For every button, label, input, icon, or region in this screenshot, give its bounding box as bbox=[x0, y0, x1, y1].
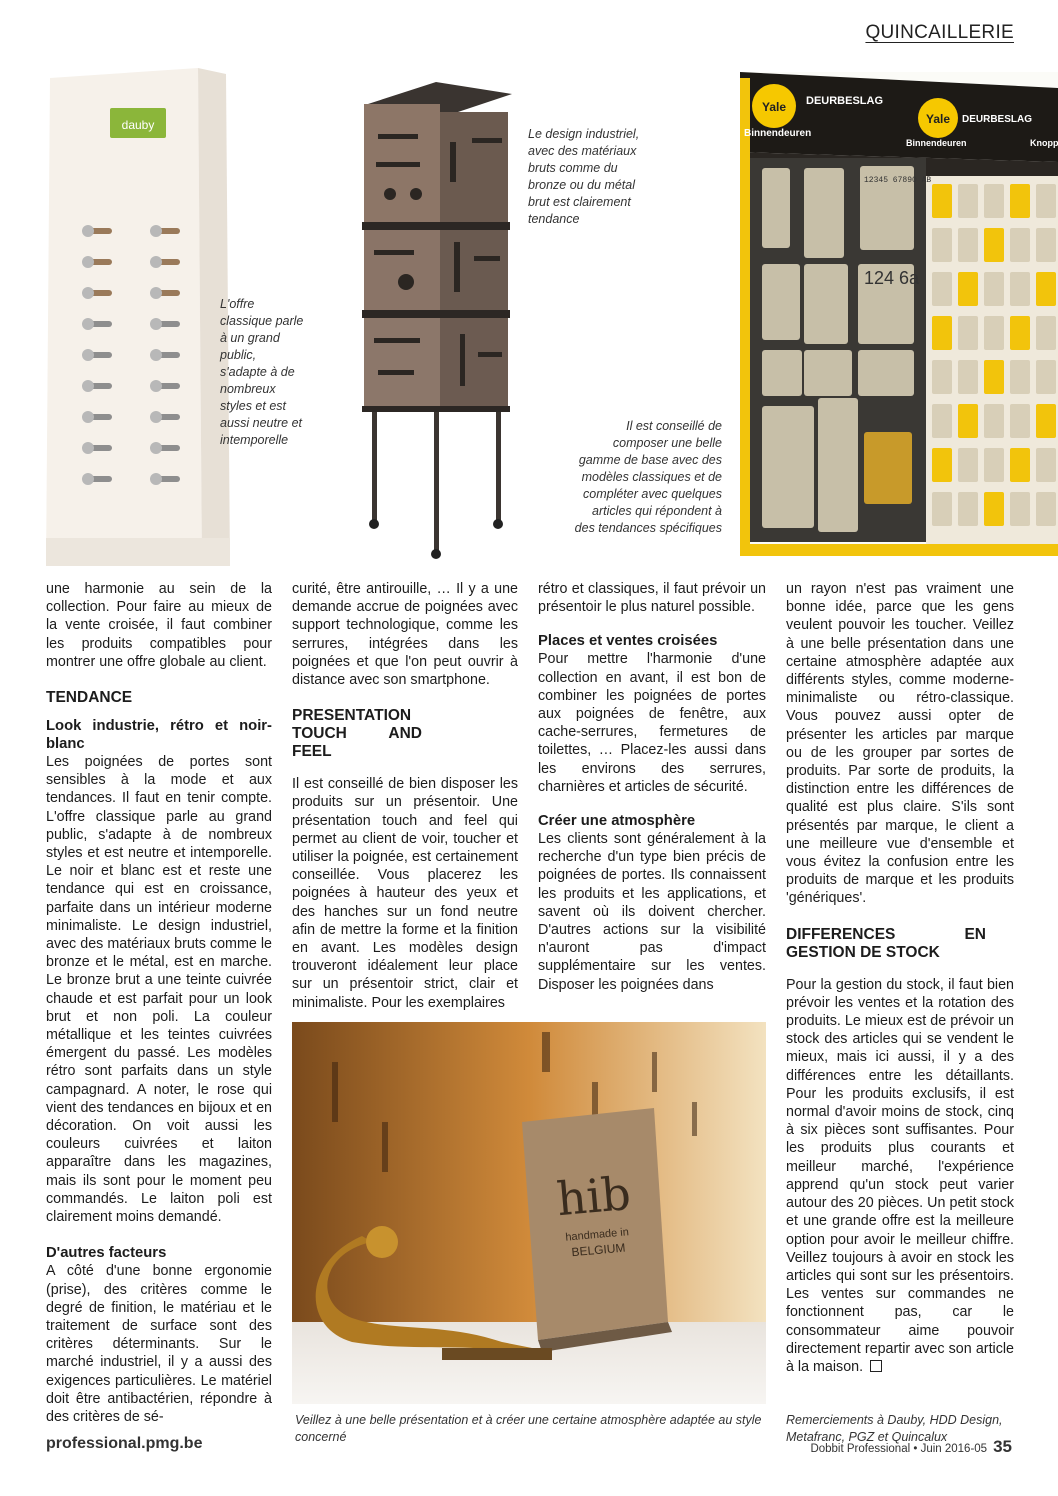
col2-paragraph-presentation: Il est conseillé de bien disposer les produits sur un présentoir. Une présentation touch and feel qui permet au client de voir, toucher et utiliser la poignée, est certainement conseillée. Vous placerez les poignées à hauteur des yeux et des hanches sur un fond neutre afin de mettre la forme et la finition en avant. Les modèles design trouveront idéalement leur place sur un présentoir strict, clair et minimaliste. Pour les exemplaires bbox=[292, 776, 518, 1011]
heading-atmosphere: Créer une atmosphère bbox=[538, 813, 696, 830]
yale-numbers-2: 124 6a bbox=[864, 268, 920, 288]
heading-presentation: PRESENTATION TOUCH AND FEEL bbox=[292, 707, 422, 761]
column-4 bbox=[786, 580, 1014, 1376]
caption-dauby: L'offre classique parle à un grand public, s'adapte à de nombreux styles et est aussi neutre et intemporelle bbox=[220, 297, 304, 447]
footer-website[interactable]: professional.pmg.be bbox=[46, 1435, 203, 1452]
yale-sign-deurbeslag-1: DEURBESLAG bbox=[806, 95, 884, 107]
caption-yale: Il est conseillé de composer une belle gamme de base avec des modèles classiques et de compléter avec quelques articles qui répondent à des tendances spécifiques bbox=[574, 419, 722, 535]
heading-look-industrie: Look industrie, rétro et noir-blanc bbox=[46, 718, 272, 753]
end-mark-icon bbox=[870, 1360, 882, 1372]
hib-tagline-2: BELGIUM bbox=[570, 1240, 626, 1260]
caption-thanks: Remerciements à Dauby, HDD Design, Metafranc, PGZ et Quincalux bbox=[786, 1413, 1003, 1444]
col3-paragraph-places: Pour mettre l'harmonie d'une collection en avant, il est bon de combiner les poignées de portes aux poignées de fenêtre, aux cache-serrures, fermetures de toilettes, … Placez-les aussi dans les environs des serrures, charnières et articles de sécurité. bbox=[538, 651, 766, 795]
heading-tendance: TENDANCE bbox=[46, 689, 133, 707]
heading-differences: DIFFERENCES EN GESTION DE STOCK bbox=[786, 925, 986, 961]
col4-paragraph-stock bbox=[786, 976, 1014, 1376]
col1-paragraph-intro: une harmonie au sein de la collection. Pour faire au mieux de la vente croisée, il faut combiner les produits compatibles pour montrer une offre globale au client. bbox=[46, 581, 272, 670]
yale-logo-1: Yale bbox=[761, 100, 787, 114]
yale-sign-deurbeslag-2: DEURBESLAG bbox=[962, 114, 1033, 125]
footer-issue bbox=[810, 1437, 1012, 1457]
col3-paragraph-atmosphere: Les clients sont généralement à la recherche d'un type bien précis de poignées de portes. Ils connaissent les produits et les applications, et savent où ils doivent chercher. D'autres actions sur la visibilité n'auront pas d'impact supplémentaire sur les ventes. Disposer les poignées dans bbox=[538, 831, 766, 993]
column-3 bbox=[538, 580, 766, 994]
column-2 bbox=[292, 580, 518, 1012]
col3-paragraph-intro: rétro et classiques, il faut prévoir un présentoir le plus naturel possible. bbox=[538, 581, 766, 616]
col1-paragraph-tendance: Les poignées de portes sont sensibles à la mode et aux tendances. Il faut en tenir compte. L'offre classique parle au grand public, s'adapte à de nombreux styles et est neutre et intemporelle. Le noir et blanc est et reste une tendance qui est en croissance, parfaite dans un intérieur moderne minimaliste. Le design industriel, avec des matériaux bruts comme le bronze et le métal, est en marche. Le bronze brut a une teinte cuivrée chaude et est parfait pour un look brut et non poli. La couleur métallique et les teintes cuivrées émergent du passé. Les modèles rétro sont parfaits dans un style campagnard. A noter, le rose qui vient des tendances en bijoux et en décoration. On voit aussi les couleurs cuivrées et laiton apparaître dans les magazines, mais ils sont pour le moment peu commandés. Le laiton poli est clairement moins demandé. bbox=[46, 754, 272, 1226]
caption-hib: Veillez à une belle présentation et à créer une certaine atmosphère adaptée au style concerné bbox=[295, 1413, 762, 1444]
yale-wall-photo bbox=[740, 72, 1058, 556]
yale-sign-binnendeuren-2: Binnendeuren bbox=[906, 138, 967, 148]
col4-paragraph-stock-text: Pour la gestion du stock, il faut bien prévoir les ventes et la rotation des produits. Le mieux est de prévoir un stock des articles qui se vendent le mieux, mais ici aussi, il y a des différences entre les détaillants. Pour les produits exclusifs, il est normal d'avoir moins de stock, cinq à six pièces sont suffisantes. Pour les produits plus courants et meilleur marché, l'expérience apprend qu'un stock peut varier autour des 20 pièces. Un petit stock et une grande offre est la meilleure option pour avoir le meilleur chiffre. Veillez toujours à avoir en stock les articles qui sont sur les présentoirs. Les ventes sur commandes ne fonctionnent pas, car le consommateur aime pouvoir directement repartir avec son article à la maison. bbox=[786, 976, 1014, 1375]
dauby-logo: dauby bbox=[121, 118, 155, 132]
section-label: QUINCAILLERIE bbox=[865, 22, 1014, 43]
hib-display-photo bbox=[292, 1022, 766, 1404]
caption-industrial: Le design industriel, avec des matériaux bruts comme du bronze ou du métal brut est clairement tendance bbox=[528, 127, 640, 226]
footer-issue-text: Dobbit Professional • Juin 2016-05 bbox=[810, 1443, 988, 1455]
column-1 bbox=[46, 580, 272, 1426]
col1-paragraph-facteurs: A côté d'une bonne ergonomie (prise), des critères comme le degré de finition, le matériau et le traitement de surface sont des critères déterminants. Sur le marché industriel, il y a aussi des exigences particulières. Le matériel doit être antibactérien, répondre à des critères de sé- bbox=[46, 1263, 272, 1425]
industrial-tower-photo bbox=[350, 82, 520, 562]
col4-paragraph-intro: un rayon n'est pas vraiment une bonne idée, parce que les gens veulent pouvoir les toucher. Veillez à une belle présentation dans une certaine atmosphère adaptée aux différents styles, comme moderne-minimaliste ou rétro-classique. Vous pouvez aussi opter de présenter les articles par marque ou de les grouper par sortes de produits. Par sorte de produits, la distinction entre les différences de qualité est plus claire. S'ils sont présentés par marque, le client a une meilleure vue d'ensemble et vous évitez la confusion entre les produits de marque et les produits 'génériques'. bbox=[786, 581, 1014, 907]
heading-places: Places et ventes croisées bbox=[538, 633, 718, 650]
col2-paragraph-intro: curité, être antirouille, … Il y a une demande accrue de poignées avec support technologique, comme les serrures, intégrées dans les poignées et que l'on peut ouvrir à distance avec son smartphone. bbox=[292, 581, 518, 689]
yale-numbers-1: 12345 67890 AB bbox=[864, 176, 932, 185]
yale-sign-knopp: Knopp bbox=[1030, 138, 1058, 148]
page-number: 35 bbox=[993, 1437, 1012, 1456]
hib-tagline-1: handmade in bbox=[564, 1226, 630, 1244]
heading-autres-facteurs: D'autres facteurs bbox=[46, 1245, 167, 1262]
yale-logo-2: Yale bbox=[925, 112, 951, 126]
hib-logo: hib bbox=[554, 1165, 633, 1227]
yale-sign-binnendeuren-1: Binnendeuren bbox=[744, 128, 812, 139]
dauby-display-photo bbox=[46, 68, 230, 566]
